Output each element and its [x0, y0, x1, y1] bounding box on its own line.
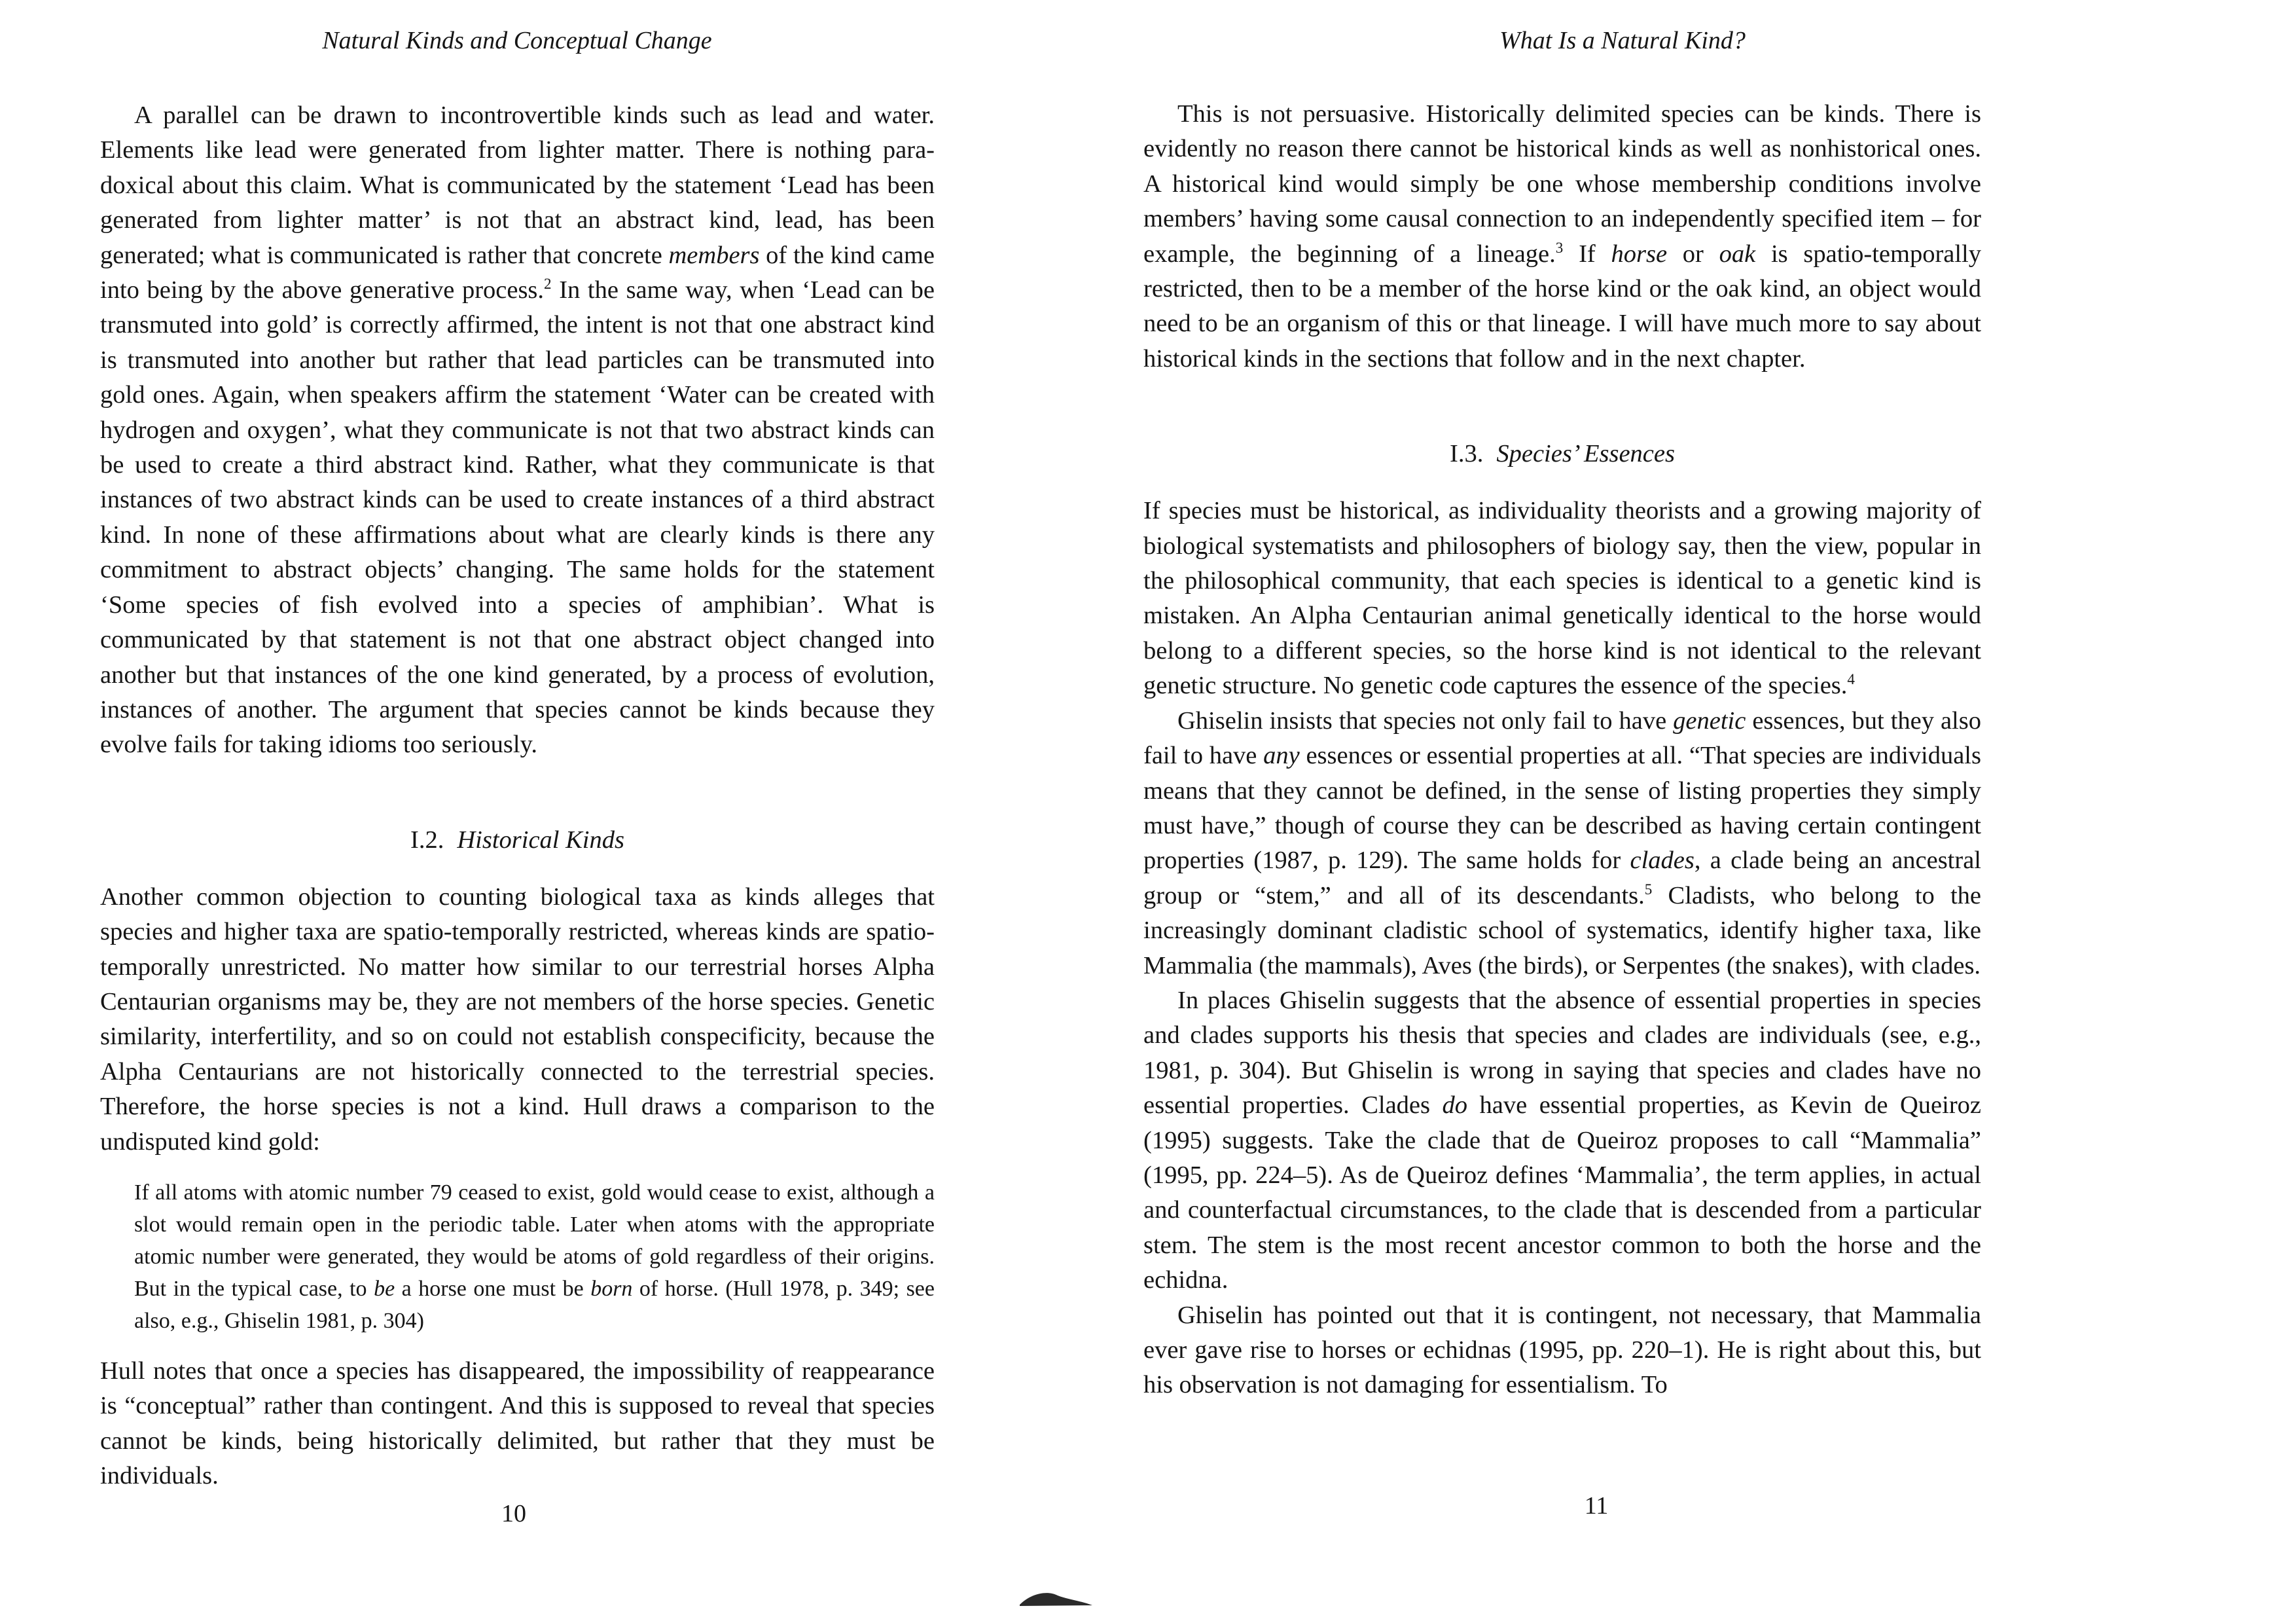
section-title: Species’ Essences: [1496, 440, 1675, 468]
section-heading-species-essences: [1143, 437, 1981, 471]
section-title: Historical Kinds: [457, 826, 624, 854]
scan-smudge: [1018, 1588, 1094, 1607]
right-body-text: [1143, 97, 1981, 1403]
section-number: I.2.: [410, 826, 444, 854]
paragraph-common-objection: Another common objection to counting biological taxa as kinds alleges that species and higher taxa are spatio-temporally restricted, whereas kinds are spatio-temporally unrestricted. No matter how similar to our terrestrial horses Alpha Centaurian organisms may be, they are not members of the horse species. Genetic similarity, interfertility, and so on could not establish conspecificity, because the Alpha Centaurians are not historically connected to the terrestrial species. Therefore, the horse species is not a kind. Hull draws a comparison to the undisputed kind gold:: [100, 883, 935, 1156]
section-number: I.3.: [1450, 440, 1484, 468]
paragraph-species-historical: If species must be historical, as individuality theorists and a growing majority of biological systematists and philosophers of biology say, then the view, popular in the philosophical community, that each species is identical to a genetic kind is mistaken. An Alpha Centaurian animal genetically identical to the horse would belong to a different species, so the horse kind is not identical to the relevant genetic structure. No genetic code captures the essence of the species.$^4$: [1143, 497, 1981, 700]
right-page: [1143, 0, 2296, 1623]
paragraph-hull-notes: Hull notes that once a species has disappeared, the impossibility of reappearance is “conceptual” rather than contingent. And this is supposed to reveal that species cannot be kinds, being historically delimited, but rather that they must be individuals.: [100, 1357, 935, 1490]
section-heading-historical-kinds: [100, 823, 935, 858]
left-body-text: [100, 98, 935, 1494]
paragraph-essential-properties: In places Ghiselin suggests that the absence of essential properties in species and clades supports his thesis that species and clades are individuals (see, e.g., 1981, p. 304). But Ghiselin is wrong in saying that species and clades have no essential properties. Clades do have essential properties, as Kevin de Queiroz (1995) suggests. Take the clade that de Queiroz proposes to call “Mammalia” (1995, pp. 224–5). As de Queiroz defines ‘Mammalia’, the term applies, in actual and counterfactual circumstances, to the clade that is descended from a particular stem. The stem is the most recent ancestor common to both the horse and the echidna.: [1143, 986, 1981, 1294]
paragraph-ghiselin-insists: Ghiselin insists that species not only fail to have genetic essences, but they also fail to have any essences or essential properties at all. “That species are individuals means that they cannot be defined, in the sense of listing properties they simply must have,” though of course they can be described as having certain contingent properties (1987, p. 129). The same holds for clades, a clade being an ancestral group or “stem,” and all of its descendants.$^5$ Cladists, who belong to the increasingly dominant cladistic school of systematics, identify higher taxa, like Mammalia (the mammals), Aves (the birds), or Serpentes (the snakes), with clades.: [1143, 706, 1981, 979]
page-number-right: 11: [1584, 1492, 1609, 1520]
running-head-right: What Is a Natural Kind?: [1499, 27, 1746, 54]
paragraph-contingent: Ghiselin has pointed out that it is contingent, not necessary, that Mammalia ever gave rise to horses or echidnas (1995, pp. 220–1). He is right about this, but his observation is not damaging for essentialism. To: [1143, 1301, 1981, 1399]
running-head-left: Natural Kinds and Conceptual Change: [322, 27, 712, 54]
page-number-left: 10: [501, 1500, 526, 1527]
block-quote-hull: If all atoms with atomic number 79 ceased to exist, gold would cease to exist, although a slot would remain open in the periodic table. Later when atoms with the appropriate atomic number were generated, they would be atoms of gold regardless of their origins. But in the typical case, to be a horse one must be born of horse. (Hull 1978, p. 349; see also, e.g., Ghiselin 1981, p. 304): [134, 1180, 935, 1333]
paragraph-lead-analogy: A parallel can be drawn to incontrovertible kinds such as lead and water. Elements like lead were generated from lighter matter. There is nothing paradoxical about this claim. What is communicated by the statement ‘Lead has been generated from lighter matter’ is not that an abstract kind, lead, has been generated; what is communicated is rather that concrete members of the kind came into being by the above generative process.$^2$ In the same way, when ‘Lead can be transmuted into gold’ is correctly affirmed, the intent is not that one abstract kind is transmuted into another but rather that lead particles can be transmuted into gold ones. Again, when speakers affirm the statement ‘Water can be created with hydrogen and oxygen’, what they communicate is not that two abstract kinds can be used to create a third abstract kind. Rather, what they communicate is that instances of two abstract kinds can be used to create instances of a third abstract kind. In none of these affirmations about what are clearly kinds is there any commitment to abstract objects’ changing. The same holds for the statement ‘Some species of fish evolved into a species of amphibian’. What is communicated by that statement is not that one abstract object changed into another but that instances of the one kind generated, by a process of evolution, instances of another. The argument that species cannot be kinds because they evolve fails for taking idioms too seriously.: [100, 101, 935, 759]
paragraph-not-persuasive: This is not persuasive. Historically delimited species can be kinds. There is evidently no reason there cannot be historical kinds as well as nonhistorical ones. A historical kind would simply be one whose membership conditions involve members’ having some causal connection to an independently specified item – for example, the beginning of a lineage.$^3$ If horse or oak is spatio-temporally restricted, then to be a member of the horse kind or the oak kind, an object would need to be an organism of this or that lineage. I will have much more to say about historical kinds in the sections that follow and in the next chapter.: [1143, 100, 1981, 373]
